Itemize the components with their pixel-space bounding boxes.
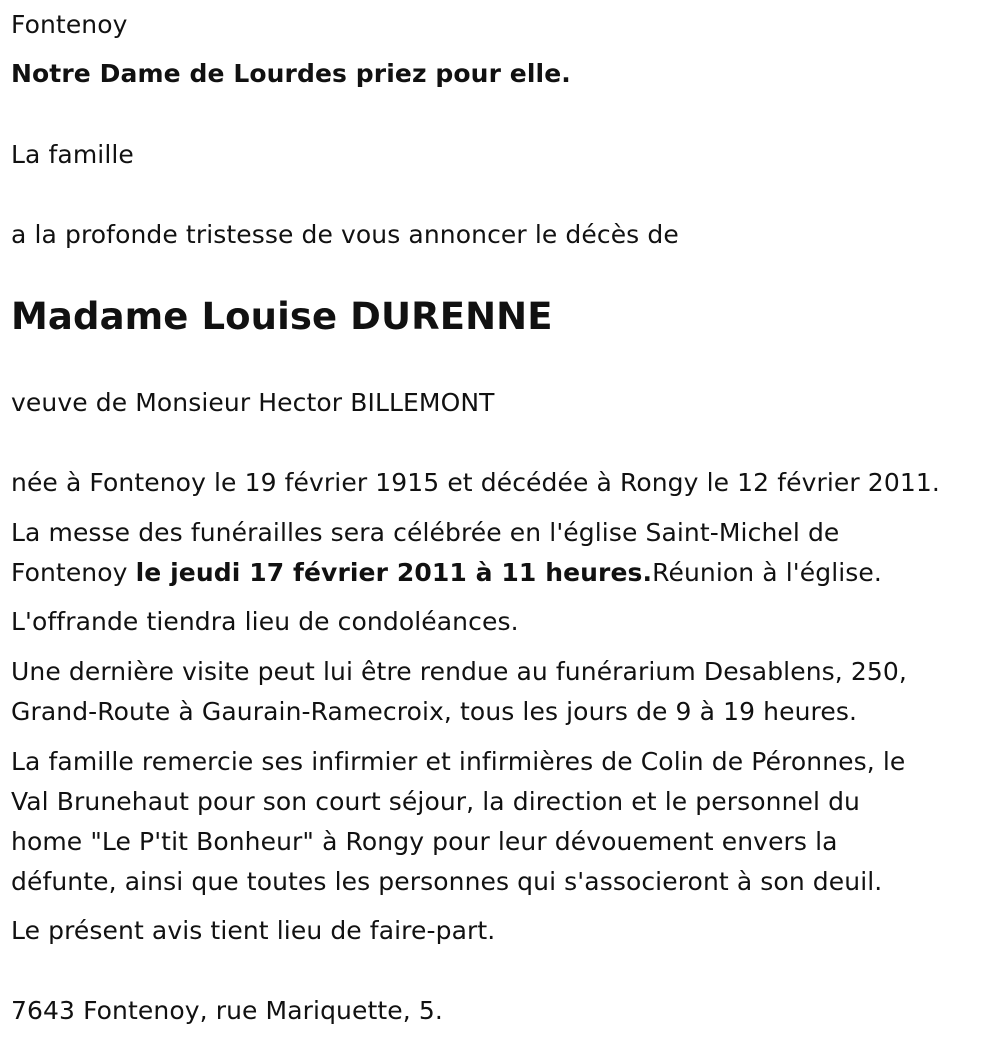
visit-line-1: Une dernière visite peut lui être rendue au funérarium Desablens, 250, xyxy=(11,657,907,686)
widow-of-line: veuve de Monsieur Hector BILLEMONT xyxy=(11,388,495,417)
location-header: Fontenoy xyxy=(11,10,128,39)
funeral-meeting: Réunion à l'église. xyxy=(652,558,882,587)
birth-death-line: née à Fontenoy le 19 février 1915 et décédée à Rongy le 12 février 2011. xyxy=(11,468,940,497)
funeral-line-2 xyxy=(11,553,882,593)
thanks-line-3: home "Le P'tit Bonheur" à Rongy pour leur dévouement envers la xyxy=(11,827,838,856)
thanks-line-1: La famille remercie ses infirmier et infirmières de Colin de Péronnes, le xyxy=(11,747,906,776)
offering-line: L'offrande tiendra lieu de condoléances. xyxy=(11,607,519,636)
visit-line-2: Grand-Route à Gaurain-Ramecroix, tous les jours de 9 à 19 heures. xyxy=(11,697,857,726)
address-line: 7643 Fontenoy, rue Mariquette, 5. xyxy=(11,996,443,1025)
prayer-line: Notre Dame de Lourdes priez pour elle. xyxy=(11,59,571,88)
thanks-line-4: défunte, ainsi que toutes les personnes qui s'associeront à son deuil. xyxy=(11,867,883,896)
thanks-line-2: Val Brunehaut pour son court séjour, la direction et le personnel du xyxy=(11,787,860,816)
funeral-place: Fontenoy xyxy=(11,558,136,587)
deceased-name: Madame Louise DURENNE xyxy=(11,295,553,338)
announcement-text: a la profonde tristesse de vous annoncer le décès de xyxy=(11,220,679,249)
funeral-datetime: le jeudi 17 février 2011 à 11 heures. xyxy=(135,558,653,587)
faire-part-line: Le présent avis tient lieu de faire-part. xyxy=(11,916,496,945)
funeral-line-1: La messe des funérailles sera célébrée en l'église Saint-Michel de xyxy=(11,518,840,547)
family-intro: La famille xyxy=(11,140,134,169)
